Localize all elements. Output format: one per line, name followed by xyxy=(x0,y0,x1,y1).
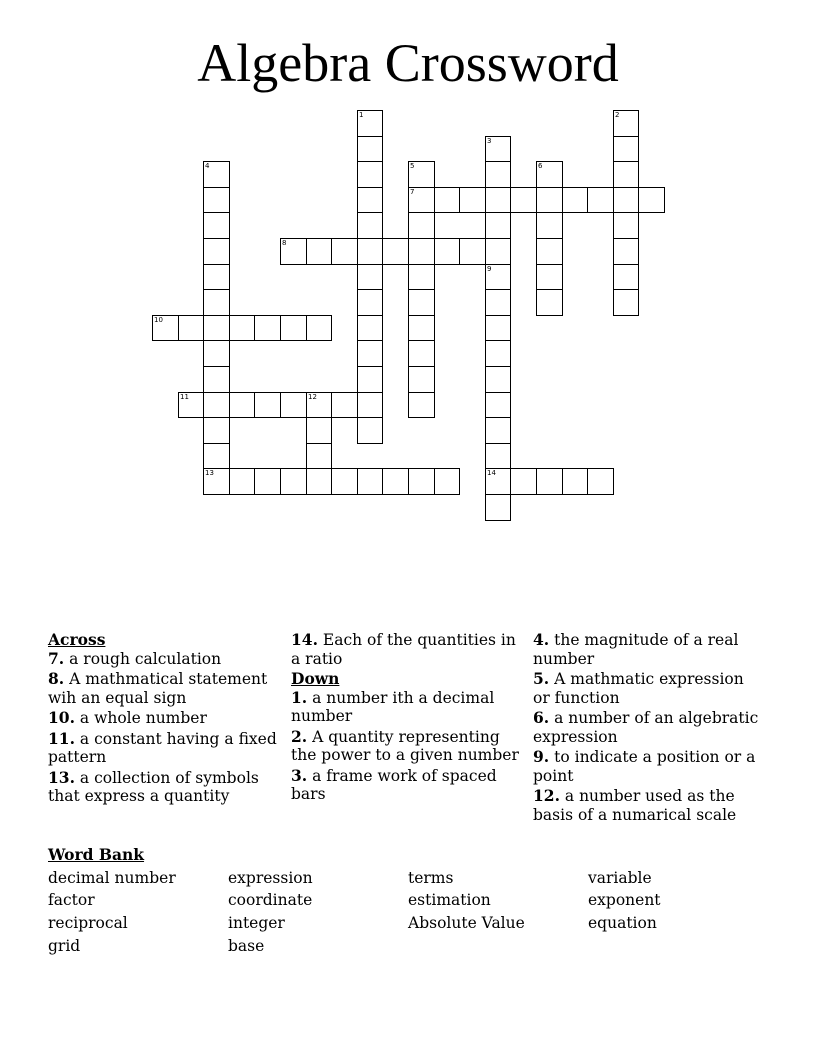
crossword-cell[interactable] xyxy=(306,443,332,469)
crossword-cell[interactable] xyxy=(203,392,230,418)
crossword-cell[interactable] xyxy=(434,468,460,495)
crossword-cell[interactable] xyxy=(485,264,511,290)
crossword-cell[interactable] xyxy=(306,315,332,341)
crossword-cell[interactable] xyxy=(357,417,383,444)
crossword-cell[interactable] xyxy=(357,161,383,188)
crossword-cell[interactable] xyxy=(331,468,358,495)
crossword-cell[interactable] xyxy=(306,392,332,418)
clue-across-7: 7. a rough calculation xyxy=(48,648,222,668)
crossword-cell[interactable] xyxy=(485,315,511,341)
clue-number-label: 2 xyxy=(615,111,620,119)
crossword-cell[interactable] xyxy=(485,238,511,265)
clue-number-label: 13 xyxy=(205,469,214,477)
crossword-cell[interactable] xyxy=(408,366,435,393)
crossword-cell[interactable] xyxy=(357,392,383,418)
crossword-cell[interactable] xyxy=(229,315,255,341)
crossword-cell[interactable] xyxy=(357,315,383,341)
clue-across-13: 13. a collection of symbols that express a quantity xyxy=(48,767,259,805)
crossword-cell[interactable] xyxy=(382,238,409,265)
crossword-cell[interactable] xyxy=(459,238,486,265)
word-bank-item: base xyxy=(228,937,265,955)
crossword-cell[interactable] xyxy=(331,392,358,418)
across-header: Across xyxy=(48,630,106,649)
crossword-cell[interactable] xyxy=(485,289,511,316)
clues-column-1 xyxy=(48,631,283,808)
crossword-cell[interactable] xyxy=(203,264,230,290)
crossword-cell[interactable] xyxy=(357,366,383,393)
crossword-cell[interactable] xyxy=(408,468,435,495)
crossword-cell[interactable] xyxy=(178,392,204,418)
crossword-cell[interactable] xyxy=(254,392,281,418)
crossword-cell[interactable] xyxy=(536,161,563,188)
crossword-cell[interactable] xyxy=(280,468,307,495)
crossword-cell[interactable] xyxy=(357,468,383,495)
crossword-cell[interactable] xyxy=(485,212,511,239)
down-header: Down xyxy=(291,669,340,688)
crossword-cell[interactable] xyxy=(485,161,511,188)
clue-number-label: 7 xyxy=(410,188,415,196)
crossword-cell[interactable] xyxy=(613,161,639,188)
clue-number-label: 5 xyxy=(410,162,415,170)
crossword-cell[interactable] xyxy=(485,187,511,213)
clue-down-1: 1. a number ith a decimal number xyxy=(291,687,495,725)
crossword-cell[interactable] xyxy=(408,212,435,239)
crossword-cell[interactable] xyxy=(408,289,435,316)
crossword-cell[interactable] xyxy=(562,468,588,495)
crossword-cell[interactable] xyxy=(613,136,639,162)
crossword-cell[interactable] xyxy=(357,187,383,213)
crossword-cell[interactable] xyxy=(613,212,639,239)
crossword-cell[interactable] xyxy=(152,315,179,341)
crossword-cell[interactable] xyxy=(408,187,435,213)
crossword-cell[interactable] xyxy=(280,315,307,341)
crossword-cell[interactable] xyxy=(408,238,435,265)
clue-across-11: 11. a constant having a fixed pattern xyxy=(48,728,277,766)
crossword-cell[interactable] xyxy=(536,187,563,213)
clue-number-label: 14 xyxy=(487,469,496,477)
crossword-cell[interactable] xyxy=(178,315,204,341)
clue-number-label: 12 xyxy=(308,393,317,401)
word-bank-item: estimation xyxy=(408,891,491,909)
crossword-cell[interactable] xyxy=(408,264,435,290)
crossword-cell[interactable] xyxy=(638,187,665,213)
crossword-cell[interactable] xyxy=(203,289,230,316)
crossword-cell[interactable] xyxy=(331,238,358,265)
crossword-cell[interactable] xyxy=(408,315,435,341)
crossword-cell[interactable] xyxy=(485,417,511,444)
clue-number-label: 1 xyxy=(359,111,364,119)
clue-across-8: 8. A mathmatical statement wih an equal sign xyxy=(48,669,268,707)
clue-down-6: 6. a number of an algebratic expression xyxy=(533,708,759,746)
crossword-cell[interactable] xyxy=(485,392,511,418)
crossword-cell[interactable] xyxy=(203,212,230,239)
crossword-cell[interactable] xyxy=(485,468,511,495)
crossword-cell[interactable] xyxy=(408,340,435,367)
crossword-cell[interactable] xyxy=(280,238,307,265)
crossword-cell[interactable] xyxy=(203,187,230,213)
crossword-cell[interactable] xyxy=(203,315,230,341)
crossword-cell[interactable] xyxy=(280,392,307,418)
clue-across-14: 14. Each of the quantities in a ratio xyxy=(291,630,516,668)
crossword-cell[interactable] xyxy=(536,468,563,495)
crossword-cell[interactable] xyxy=(613,289,639,316)
word-bank-title: Word Bank xyxy=(48,845,145,864)
crossword-cell[interactable] xyxy=(357,110,383,137)
clue-number-label: 8 xyxy=(282,239,287,247)
crossword-cell[interactable] xyxy=(485,494,511,521)
crossword-cell[interactable] xyxy=(408,161,435,188)
crossword-cell[interactable] xyxy=(510,187,537,213)
crossword-cell[interactable] xyxy=(357,238,383,265)
crossword-cell[interactable] xyxy=(459,187,486,213)
word-bank-item: coordinate xyxy=(228,891,313,909)
crossword-cell[interactable] xyxy=(485,340,511,367)
word-bank-item: decimal number xyxy=(48,869,176,887)
word-bank-item: reciprocal xyxy=(48,914,128,932)
crossword-cell[interactable] xyxy=(203,238,230,265)
word-bank-item: exponent xyxy=(588,891,661,909)
crossword-cell[interactable] xyxy=(229,468,255,495)
clue-down-2: 2. A quantity representing the power to a given number xyxy=(291,726,519,764)
word-bank-item: variable xyxy=(588,869,652,887)
crossword-cell[interactable] xyxy=(536,212,563,239)
clue-number-label: 4 xyxy=(205,162,210,170)
crossword-cell[interactable] xyxy=(203,340,230,367)
word-bank-item: factor xyxy=(48,891,95,909)
crossword-cell[interactable] xyxy=(229,392,255,418)
crossword-cell[interactable] xyxy=(357,340,383,367)
clue-down-4: 4. the magnitude of a real number xyxy=(533,630,739,668)
crossword-cell[interactable] xyxy=(203,468,230,495)
crossword-cell[interactable] xyxy=(613,187,639,213)
word-bank-item: integer xyxy=(228,914,285,932)
crossword-cell[interactable] xyxy=(357,264,383,290)
crossword-cell[interactable] xyxy=(382,468,409,495)
crossword-cell[interactable] xyxy=(587,187,614,213)
crossword-cell[interactable] xyxy=(536,289,563,316)
word-bank-item: Absolute Value xyxy=(408,914,525,932)
crossword-cell[interactable] xyxy=(485,443,511,469)
crossword-cell[interactable] xyxy=(434,187,460,213)
crossword-cell[interactable] xyxy=(254,468,281,495)
crossword-cell[interactable] xyxy=(485,136,511,162)
word-bank-item: grid xyxy=(48,937,81,955)
clues-column-2 xyxy=(291,631,523,806)
clue-number-label: 9 xyxy=(487,265,492,273)
word-bank-item: equation xyxy=(588,914,657,932)
crossword-cell[interactable] xyxy=(408,392,435,418)
clue-down-5: 5. A mathmatic expression or function xyxy=(533,669,744,707)
crossword-cell[interactable] xyxy=(306,417,332,444)
clue-down-9: 9. to indicate a position or a point xyxy=(533,747,756,785)
crossword-cell[interactable] xyxy=(357,289,383,316)
crossword-cell[interactable] xyxy=(357,136,383,162)
clues-column-3 xyxy=(533,631,761,826)
crossword-cell[interactable] xyxy=(357,212,383,239)
word-bank-item: terms xyxy=(408,869,454,887)
crossword-cell[interactable] xyxy=(536,238,563,265)
crossword-cell[interactable] xyxy=(306,238,332,265)
clue-number-label: 3 xyxy=(487,137,492,145)
crossword-cell[interactable] xyxy=(203,443,230,469)
crossword-cell[interactable] xyxy=(613,110,639,137)
crossword-cell[interactable] xyxy=(254,315,281,341)
clue-down-12: 12. a number used as the basis of a numarical scale xyxy=(533,786,737,824)
crossword-cell[interactable] xyxy=(587,468,614,495)
crossword-cell[interactable] xyxy=(203,161,230,188)
clue-across-10: 10. a whole number xyxy=(48,708,207,727)
crossword-cell[interactable] xyxy=(306,468,332,495)
page-title: Algebra Crossword xyxy=(197,33,619,93)
word-bank-item: expression xyxy=(228,869,313,887)
crossword-cell[interactable] xyxy=(613,238,639,265)
crossword-cell[interactable] xyxy=(562,187,588,213)
clue-number-label: 11 xyxy=(180,393,189,401)
crossword-cell[interactable] xyxy=(510,468,537,495)
crossword-cell[interactable] xyxy=(203,366,230,393)
crossword-cell[interactable] xyxy=(203,417,230,444)
clue-number-label: 10 xyxy=(154,316,163,324)
clue-down-3: 3. a frame work of spaced bars xyxy=(291,765,497,803)
crossword-cell[interactable] xyxy=(434,238,460,265)
crossword-cell[interactable] xyxy=(536,264,563,290)
crossword-cell[interactable] xyxy=(485,366,511,393)
crossword-cell[interactable] xyxy=(613,264,639,290)
clue-number-label: 6 xyxy=(538,162,543,170)
